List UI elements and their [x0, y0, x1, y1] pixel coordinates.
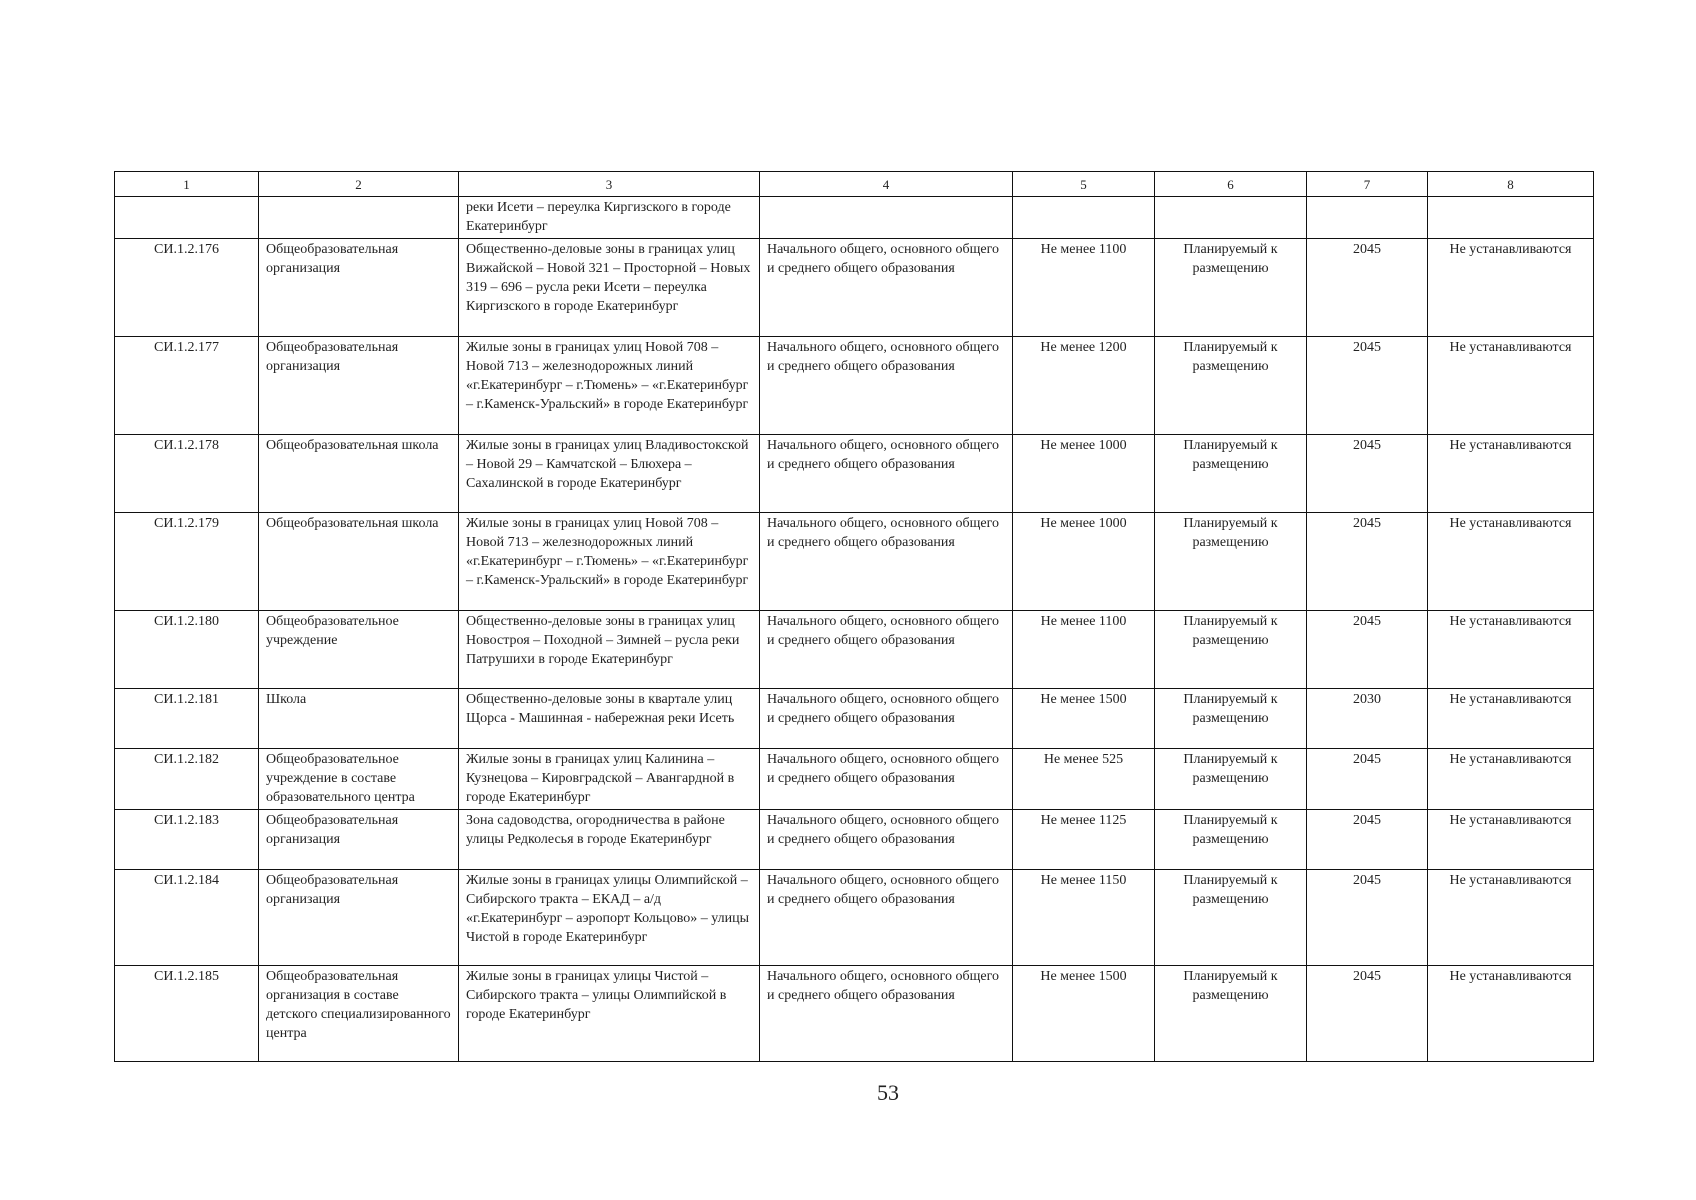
cell-location: Общественно-деловые зоны в границах улиц Вижайской – Новой 321 – Просторной – Новых 319 – 696 – русла реки Исети – переулка Киргизского в городе Екатеринбург — [459, 239, 760, 337]
column-header-1: 1 — [115, 172, 259, 197]
cell-name: Общеобразовательная организация — [259, 810, 459, 870]
cell-capacity: Не менее 1200 — [1013, 337, 1155, 435]
cell-zones: Не устанавливаются — [1428, 337, 1594, 435]
cell-name: Общеобразовательная организация в составе детского специализированного центра — [259, 966, 459, 1062]
table-row — [115, 966, 1594, 1062]
cell-level: Начального общего, основного общего и среднего общего образования — [760, 870, 1013, 966]
cell-year: 2045 — [1307, 611, 1428, 689]
cell-location: реки Исети – переулка Киргизского в городе Екатеринбург — [459, 197, 760, 239]
table-row — [115, 611, 1594, 689]
cell-level: Начального общего, основного общего и среднего общего образования — [760, 513, 1013, 611]
cell-name: Школа — [259, 689, 459, 749]
cell-id: СИ.1.2.179 — [115, 513, 259, 611]
table-row — [115, 513, 1594, 611]
cell-location: Жилые зоны в границах улиц Калинина – Кузнецова – Кировградской – Авангардной в городе Екатеринбург — [459, 749, 760, 810]
cell-status: Планируемый к размещению — [1155, 749, 1307, 810]
table-row — [115, 689, 1594, 749]
cell-level: Начального общего, основного общего и среднего общего образования — [760, 810, 1013, 870]
cell-id: СИ.1.2.176 — [115, 239, 259, 337]
cell-capacity: Не менее 525 — [1013, 749, 1155, 810]
table-row — [115, 337, 1594, 435]
cell-zones: Не устанавливаются — [1428, 611, 1594, 689]
table-row — [115, 239, 1594, 337]
cell-id: СИ.1.2.184 — [115, 870, 259, 966]
cell-zones: Не устанавливаются — [1428, 870, 1594, 966]
cell-status: Планируемый к размещению — [1155, 611, 1307, 689]
cell-status: Планируемый к размещению — [1155, 337, 1307, 435]
cell-zones: Не устанавливаются — [1428, 689, 1594, 749]
table-row — [115, 870, 1594, 966]
cell-year: 2045 — [1307, 513, 1428, 611]
cell-id: СИ.1.2.183 — [115, 810, 259, 870]
cell-zones: Не устанавливаются — [1428, 966, 1594, 1062]
cell-location: Жилые зоны в границах улицы Чистой – Сибирского тракта – улицы Олимпийской в городе Екатеринбург — [459, 966, 760, 1062]
cell-status: Планируемый к размещению — [1155, 966, 1307, 1062]
cell-zones: Не устанавливаются — [1428, 810, 1594, 870]
cell-location: Жилые зоны в границах улиц Владивостокской – Новой 29 – Камчатской – Блюхера – Сахалинской в городе Екатеринбург — [459, 435, 760, 513]
cell-id — [115, 197, 259, 239]
column-header-7: 7 — [1307, 172, 1428, 197]
page-number: 53 — [877, 1080, 899, 1105]
cell-name: Общеобразовательная школа — [259, 435, 459, 513]
cell-location: Зона садоводства, огородничества в районе улицы Редколесья в городе Екатеринбург — [459, 810, 760, 870]
column-header-6: 6 — [1155, 172, 1307, 197]
cell-year: 2045 — [1307, 810, 1428, 870]
cell-capacity: Не менее 1500 — [1013, 689, 1155, 749]
cell-zones: Не устанавливаются — [1428, 239, 1594, 337]
cell-name: Общеобразовательная организация — [259, 870, 459, 966]
cell-status — [1155, 197, 1307, 239]
cell-capacity: Не менее 1150 — [1013, 870, 1155, 966]
cell-name — [259, 197, 459, 239]
cell-capacity: Не менее 1125 — [1013, 810, 1155, 870]
cell-name: Общеобразовательное учреждение — [259, 611, 459, 689]
cell-year: 2045 — [1307, 239, 1428, 337]
cell-location: Жилые зоны в границах улиц Новой 708 – Новой 713 – железнодорожных линий «г.Екатеринбург – г.Тюмень» – «г.Екатеринбург – г.Каменск-Уральский» в городе Екатеринбург — [459, 337, 760, 435]
cell-level: Начального общего, основного общего и среднего общего образования — [760, 966, 1013, 1062]
cell-zones: Не устанавливаются — [1428, 513, 1594, 611]
cell-level: Начального общего, основного общего и среднего общего образования — [760, 337, 1013, 435]
cell-capacity: Не менее 1500 — [1013, 966, 1155, 1062]
cell-id: СИ.1.2.177 — [115, 337, 259, 435]
column-header-3: 3 — [459, 172, 760, 197]
cell-level: Начального общего, основного общего и среднего общего образования — [760, 239, 1013, 337]
column-header-4: 4 — [760, 172, 1013, 197]
cell-year: 2030 — [1307, 689, 1428, 749]
cell-id: СИ.1.2.182 — [115, 749, 259, 810]
cell-id: СИ.1.2.181 — [115, 689, 259, 749]
cell-name: Общеобразовательная школа — [259, 513, 459, 611]
cell-id: СИ.1.2.178 — [115, 435, 259, 513]
cell-level: Начального общего, основного общего и среднего общего образования — [760, 689, 1013, 749]
cell-capacity: Не менее 1100 — [1013, 239, 1155, 337]
objects-table — [114, 171, 1594, 1062]
header-row — [115, 172, 1594, 197]
column-header-2: 2 — [259, 172, 459, 197]
cell-status: Планируемый к размещению — [1155, 810, 1307, 870]
table-row — [115, 810, 1594, 870]
cell-name: Общеобразовательное учреждение в составе образовательного центра — [259, 749, 459, 810]
cell-id: СИ.1.2.185 — [115, 966, 259, 1062]
cell-location: Общественно-деловые зоны в квартале улиц Щорса - Машинная - набережная реки Исеть — [459, 689, 760, 749]
column-header-5: 5 — [1013, 172, 1155, 197]
cell-id: СИ.1.2.180 — [115, 611, 259, 689]
table-row — [115, 749, 1594, 810]
cell-name: Общеобразовательная организация — [259, 337, 459, 435]
cell-name: Общеобразовательная организация — [259, 239, 459, 337]
cell-zones: Не устанавливаются — [1428, 435, 1594, 513]
cell-year — [1307, 197, 1428, 239]
cell-status: Планируемый к размещению — [1155, 239, 1307, 337]
cell-zones: Не устанавливаются — [1428, 749, 1594, 810]
cell-status: Планируемый к размещению — [1155, 689, 1307, 749]
cell-status: Планируемый к размещению — [1155, 513, 1307, 611]
cell-year: 2045 — [1307, 749, 1428, 810]
cell-capacity — [1013, 197, 1155, 239]
column-header-8: 8 — [1428, 172, 1594, 197]
cell-location: Жилые зоны в границах улиц Новой 708 – Новой 713 – железнодорожных линий «г.Екатеринбург – г.Тюмень» – «г.Екатеринбург – г.Каменск-Уральский» в городе Екатеринбург — [459, 513, 760, 611]
cell-capacity: Не менее 1100 — [1013, 611, 1155, 689]
cell-year: 2045 — [1307, 435, 1428, 513]
cell-status: Планируемый к размещению — [1155, 870, 1307, 966]
cell-year: 2045 — [1307, 337, 1428, 435]
cell-location: Жилые зоны в границах улицы Олимпийской – Сибирского тракта – ЕКАД – а/д «г.Екатеринбург – аэропорт Кольцово» – улицы Чистой в городе Екатеринбург — [459, 870, 760, 966]
cell-location: Общественно-деловые зоны в границах улиц Новостроя – Походной – Зимней – русла реки Патрушихи в городе Екатеринбург — [459, 611, 760, 689]
cell-status: Планируемый к размещению — [1155, 435, 1307, 513]
cell-year: 2045 — [1307, 966, 1428, 1062]
cell-capacity: Не менее 1000 — [1013, 513, 1155, 611]
cell-level: Начального общего, основного общего и среднего общего образования — [760, 435, 1013, 513]
cell-level: Начального общего, основного общего и среднего общего образования — [760, 611, 1013, 689]
cell-level: Начального общего, основного общего и среднего общего образования — [760, 749, 1013, 810]
table-row — [115, 435, 1594, 513]
cell-level — [760, 197, 1013, 239]
cell-year: 2045 — [1307, 870, 1428, 966]
cell-capacity: Не менее 1000 — [1013, 435, 1155, 513]
table-row — [115, 197, 1594, 239]
cell-zones — [1428, 197, 1594, 239]
